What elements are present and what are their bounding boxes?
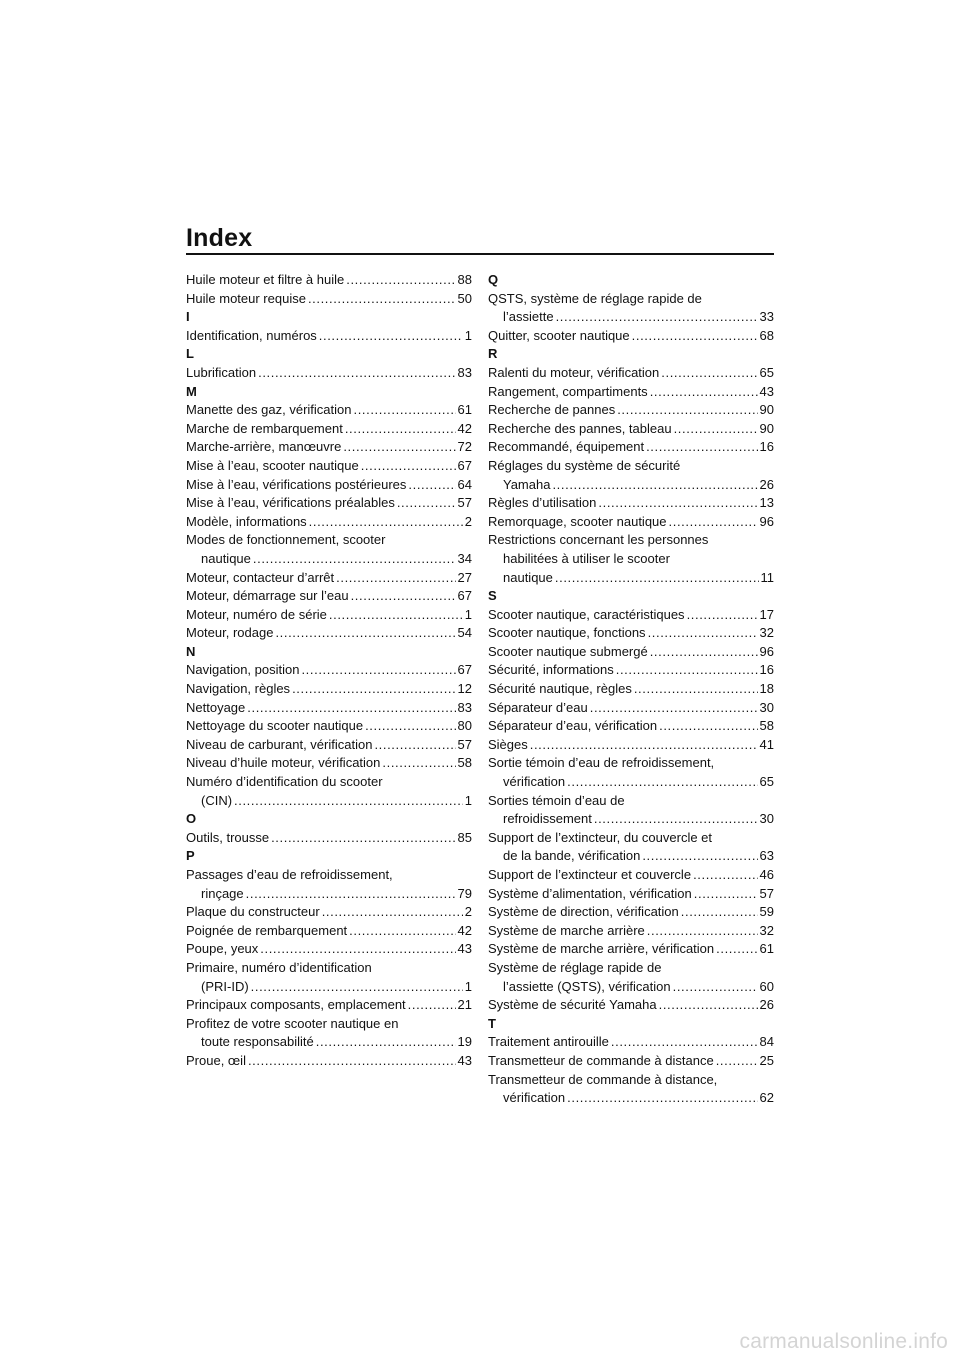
- index-entry-label: vérification: [503, 1090, 566, 1106]
- index-entry: [186, 606, 472, 625]
- index-letter-heading: N: [186, 643, 196, 659]
- index-page-number: 42: [457, 922, 472, 938]
- index-entry-label: Recommandé, équipement: [488, 439, 645, 455]
- index-page-number: 83: [457, 699, 472, 715]
- index-entry: [186, 494, 472, 513]
- index-entry-text: habilitées à utiliser le scooter: [503, 550, 670, 566]
- index-entry: [488, 773, 774, 792]
- index-page-number: 2: [464, 513, 472, 529]
- index-entry: [488, 513, 774, 532]
- index-entry: [186, 327, 472, 346]
- index-entry-label: Support de l’extincteur et couvercle: [488, 867, 692, 882]
- index-page-number: 16: [759, 662, 774, 678]
- index-entry-text: Sortie témoin d’eau de refroidissement,: [488, 755, 715, 771]
- index-page-number: 83: [457, 364, 472, 380]
- index-column-right: [488, 271, 774, 1108]
- dot-leader: [292, 680, 455, 699]
- index-page-number: 26: [759, 476, 774, 492]
- index-entry: [488, 308, 774, 327]
- dot-leader: [258, 364, 455, 383]
- index-page-number: 26: [759, 997, 774, 1013]
- index-page-number: 1: [464, 978, 472, 994]
- index-column-left: [186, 271, 472, 1071]
- index-entry: [488, 569, 774, 588]
- index-entry-label: Marche-arrière, manœuvre: [186, 439, 342, 455]
- dot-leader: [590, 699, 758, 718]
- index-letter-heading: R: [488, 346, 498, 362]
- index-entry: [186, 680, 472, 699]
- dot-leader: [234, 792, 463, 811]
- index-entry-label: Scooter nautique, caractéristiques: [488, 606, 685, 622]
- index-entry: [186, 587, 472, 606]
- index-entry-label: Système d’alimentation, vérification: [488, 885, 692, 901]
- dot-leader: [647, 922, 758, 941]
- dot-leader: [530, 736, 758, 755]
- index-page-number: 61: [759, 941, 774, 957]
- dot-leader: [349, 922, 455, 941]
- dot-leader: [648, 624, 758, 643]
- index-entry: [488, 847, 774, 866]
- index-page-number: 58: [759, 718, 774, 734]
- index-page-number: 16: [759, 439, 774, 455]
- index-entry-text: Support de l’extincteur, du couvercle et: [488, 829, 713, 845]
- index-entry-text: Modes de fonctionnement, scooter: [186, 532, 386, 548]
- index-entry-text: QSTS, système de réglage rapide de: [488, 290, 702, 306]
- dot-leader: [275, 624, 455, 643]
- index-entry: [488, 885, 774, 904]
- index-entry: [186, 550, 472, 569]
- index-entry: [488, 996, 774, 1015]
- index-page-number: 30: [759, 811, 774, 827]
- index-entry-label: Mise à l’eau, vérifications postérieures: [186, 476, 407, 492]
- index-entry-label: Sécurité, informations: [488, 662, 614, 678]
- dot-leader: [669, 513, 758, 532]
- dot-leader: [246, 885, 456, 904]
- dot-leader: [316, 1033, 456, 1052]
- index-page-number: 21: [457, 997, 472, 1013]
- index-entry-label: toute responsabilité: [201, 1034, 314, 1050]
- index-entry: [488, 476, 774, 495]
- index-page-number: 1: [464, 606, 472, 622]
- index-entry: [488, 922, 774, 941]
- index-entry: [186, 996, 472, 1015]
- dot-leader: [650, 383, 758, 402]
- index-entry: [186, 978, 472, 997]
- index-page-number: 67: [457, 588, 472, 604]
- dot-leader: [659, 717, 757, 736]
- index-entry: [186, 401, 472, 420]
- index-page-number: 34: [457, 550, 472, 566]
- dot-leader: [567, 773, 757, 792]
- dot-leader: [661, 364, 757, 383]
- index-page-number: 18: [759, 681, 774, 697]
- watermark: carmanualsonline.info: [739, 1330, 948, 1353]
- dot-leader: [555, 569, 759, 588]
- index-entry: [488, 940, 774, 959]
- dot-leader: [319, 327, 463, 346]
- dot-leader: [687, 606, 758, 625]
- index-entry: [186, 438, 472, 457]
- index-page-number: 43: [759, 383, 774, 399]
- index-entry-label: l’assiette (QSTS), vérification: [503, 978, 671, 994]
- index-entry: [488, 383, 774, 402]
- index-entry: [186, 699, 472, 718]
- index-entry-label: Remorquage, scooter nautique: [488, 513, 667, 529]
- dot-leader: [617, 401, 757, 420]
- index-entry-label: Manette des gaz, vérification: [186, 402, 352, 418]
- index-entry: [488, 438, 774, 457]
- index-entry-text: Système de réglage rapide de: [488, 959, 662, 975]
- index-entry-label: Marche de rembarquement: [186, 420, 343, 436]
- index-entry-label: refroidissement: [503, 811, 592, 827]
- dot-leader: [408, 476, 455, 495]
- dot-leader: [694, 885, 758, 904]
- index-entry-label: rinçage: [201, 885, 244, 901]
- index-entry-label: Recherche de pannes: [488, 402, 616, 418]
- index-entry: [186, 1052, 472, 1071]
- index-page-number: 46: [759, 867, 774, 882]
- index-entry-text: Passages d’eau de refroidissement,: [186, 867, 393, 882]
- index-page-number: 90: [759, 402, 774, 418]
- title-divider: [186, 253, 774, 255]
- index-entry-label: Lubrification: [186, 364, 257, 380]
- dot-leader: [567, 1089, 757, 1108]
- dot-leader: [650, 643, 758, 662]
- index-page-number: 58: [457, 755, 472, 771]
- index-entry-label: vérification: [503, 774, 566, 790]
- index-page-number: 41: [759, 736, 774, 752]
- index-entry: [186, 476, 472, 495]
- dot-leader: [611, 1033, 758, 1052]
- index-entry: [488, 420, 774, 439]
- dot-leader: [260, 940, 455, 959]
- index-entry: [186, 736, 472, 755]
- index-page-number: 32: [759, 922, 774, 938]
- index-entry-text: Réglages du système de sécurité: [488, 457, 681, 473]
- page-title: Index: [186, 224, 253, 252]
- index-entry-label: Poignée de rembarquement: [186, 922, 348, 938]
- dot-leader: [343, 438, 455, 457]
- index-entry-label: Mise à l’eau, vérifications préalables: [186, 495, 395, 511]
- dot-leader: [309, 513, 463, 532]
- index-entry-label: Plaque du constructeur: [186, 904, 320, 920]
- index-entry-label: Moteur, contacteur d’arrêt: [186, 569, 335, 585]
- index-page-number: 32: [759, 625, 774, 641]
- index-entry: [186, 940, 472, 959]
- index-entry-label: Principaux composants, emplacement: [186, 997, 406, 1013]
- dot-leader: [616, 661, 758, 680]
- index-entry: [186, 420, 472, 439]
- index-entry: [488, 1089, 774, 1108]
- index-entry: [186, 885, 472, 904]
- index-entry-label: nautique: [201, 550, 251, 566]
- index-entry-label: Système de direction, vérification: [488, 904, 679, 920]
- index-entry-text: Restrictions concernant les personnes: [488, 532, 709, 548]
- index-page-number: 68: [759, 327, 774, 343]
- index-entry: [488, 1033, 774, 1052]
- dot-leader: [646, 438, 757, 457]
- index-entry-label: Ralenti du moteur, vérification: [488, 364, 660, 380]
- index-entry-label: Mise à l’eau, scooter nautique: [186, 457, 359, 473]
- index-letter-heading: S: [488, 588, 497, 604]
- index-entry-label: Recherche des pannes, tableau: [488, 420, 672, 436]
- index-page-number: 25: [759, 1052, 774, 1068]
- index-entry-label: Rangement, compartiments: [488, 383, 648, 399]
- index-page-number: 79: [457, 885, 472, 901]
- index-page-number: 67: [457, 662, 472, 678]
- index-entry-label: Outils, trousse: [186, 829, 270, 845]
- index-letter-heading: Q: [488, 272, 499, 287]
- index-entry: [488, 401, 774, 420]
- index-page-number: 60: [759, 978, 774, 994]
- index-entry-label: Système de marche arrière, vérification: [488, 941, 715, 957]
- index-entry-label: de la bande, vérification: [503, 848, 641, 864]
- dot-leader: [632, 327, 758, 346]
- index-entry-label: Scooter nautique, fonctions: [488, 625, 646, 641]
- dot-leader: [329, 606, 463, 625]
- index-page-number: 1: [464, 792, 472, 808]
- index-page-number: 1: [464, 327, 472, 343]
- index-page-number: 61: [457, 402, 472, 418]
- dot-leader: [346, 271, 455, 290]
- dot-leader: [693, 866, 757, 885]
- index-page-number: 63: [759, 848, 774, 864]
- dot-leader: [556, 308, 758, 327]
- dot-leader: [353, 401, 455, 420]
- index-letter-heading: M: [186, 383, 197, 399]
- index-entry-text: Primaire, numéro d’identification: [186, 959, 372, 975]
- index-letter-heading: P: [186, 848, 195, 864]
- index-entry-label: Navigation, règles: [186, 681, 291, 697]
- dot-leader: [351, 587, 456, 606]
- index-entry: [488, 364, 774, 383]
- index-page-number: 30: [759, 699, 774, 715]
- index-page-number: 90: [759, 420, 774, 436]
- index-entry: [186, 754, 472, 773]
- index-entry-label: Transmetteur de commande à distance: [488, 1052, 714, 1068]
- index-entry-label: (CIN): [201, 792, 233, 808]
- index-page-number: 84: [759, 1034, 774, 1050]
- index-entry-label: Système de sécurité Yamaha: [488, 997, 657, 1013]
- index-page-number: 12: [457, 681, 472, 697]
- index-entry: [186, 624, 472, 643]
- index-page-number: 65: [759, 774, 774, 790]
- dot-leader: [397, 494, 456, 513]
- index-page-number: 64: [457, 476, 472, 492]
- dot-leader: [382, 754, 455, 773]
- dot-leader: [374, 736, 455, 755]
- index-letter-heading: I: [186, 309, 190, 325]
- index-entry: [488, 736, 774, 755]
- index-entry: [186, 903, 472, 922]
- index-entry: [488, 717, 774, 736]
- index-entry-text: Transmetteur de commande à distance,: [488, 1071, 718, 1087]
- dot-leader: [659, 996, 758, 1015]
- index-entry-label: nautique: [503, 569, 553, 585]
- index-entry: [186, 364, 472, 383]
- index-entry: [488, 1052, 774, 1071]
- dot-leader: [365, 717, 455, 736]
- index-letter-heading: T: [488, 1015, 496, 1031]
- index-entry-label: Nettoyage du scooter nautique: [186, 718, 364, 734]
- dot-leader: [642, 847, 757, 866]
- dot-leader: [248, 1052, 456, 1071]
- index-entry-label: Séparateur d’eau, vérification: [488, 718, 658, 734]
- index-entry: [488, 327, 774, 346]
- dot-leader: [598, 494, 757, 513]
- index-page-number: 54: [457, 625, 472, 641]
- index-page-number: 88: [457, 272, 472, 287]
- index-entry-label: Navigation, position: [186, 662, 300, 678]
- index-page-number: 57: [457, 495, 472, 511]
- index-page-number: 50: [457, 290, 472, 306]
- index-entry: [186, 513, 472, 532]
- dot-leader: [345, 420, 456, 439]
- index-page-number: 85: [457, 829, 472, 845]
- index-entry: [488, 661, 774, 680]
- index-entry-text: Profitez de votre scooter nautique en: [186, 1015, 399, 1031]
- index-entry-label: Traitement antirouille: [488, 1034, 609, 1050]
- index-entry: [488, 903, 774, 922]
- index-page-number: 42: [457, 420, 472, 436]
- index-page-number: 43: [457, 1052, 472, 1068]
- index-page-number: 96: [759, 643, 774, 659]
- dot-leader: [251, 978, 463, 997]
- index-entry-label: Nettoyage: [186, 699, 246, 715]
- dot-leader: [336, 569, 455, 588]
- index-page-number: 62: [759, 1090, 774, 1106]
- index-page-number: 65: [759, 364, 774, 380]
- index-entry: [488, 810, 774, 829]
- index-entry-label: Identification, numéros: [186, 327, 317, 343]
- index-entry-label: Proue, œil: [186, 1052, 246, 1068]
- index-page-number: 59: [759, 904, 774, 920]
- index-page-number: 80: [457, 718, 472, 734]
- index-entry: [186, 569, 472, 588]
- index-entry-label: Poupe, yeux: [186, 941, 259, 957]
- dot-leader: [361, 457, 456, 476]
- index-entry: [186, 457, 472, 476]
- index-page-number: 57: [457, 736, 472, 752]
- index-entry-label: Huile moteur et filtre à huile: [186, 272, 345, 287]
- dot-leader: [634, 680, 758, 699]
- index-entry-label: Système de marche arrière: [488, 922, 645, 938]
- index-entry: [186, 271, 472, 290]
- index-entry-label: Moteur, numéro de série: [186, 606, 327, 622]
- dot-leader: [673, 978, 758, 997]
- index-page-number: 2: [464, 904, 472, 920]
- index-entry-label: Moteur, rodage: [186, 625, 274, 641]
- index-entry-label: Yamaha: [503, 476, 551, 492]
- index-entry-label: Huile moteur requise: [186, 290, 306, 306]
- dot-leader: [271, 829, 455, 848]
- index-entry: [186, 829, 472, 848]
- index-entry: [488, 680, 774, 699]
- index-letter-heading: L: [186, 346, 194, 362]
- dot-leader: [716, 1052, 758, 1071]
- dot-leader: [247, 699, 455, 718]
- index-entry: [488, 624, 774, 643]
- index-entry-label: (PRI-ID): [201, 978, 249, 994]
- index-page-number: 11: [760, 569, 774, 585]
- index-page-number: 33: [759, 309, 774, 325]
- index-entry-label: Moteur, démarrage sur l’eau: [186, 588, 349, 604]
- index-entry-label: Modèle, informations: [186, 513, 307, 529]
- dot-leader: [594, 810, 758, 829]
- index-page-number: 27: [457, 569, 472, 585]
- index-entry-text: Numéro d’identification du scooter: [186, 774, 383, 790]
- dot-leader: [674, 420, 758, 439]
- index-entry: [186, 792, 472, 811]
- index-entry-label: Niveau de carburant, vérification: [186, 736, 373, 752]
- index-page-number: 17: [759, 606, 774, 622]
- index-entry: [186, 290, 472, 309]
- index-entry: [488, 494, 774, 513]
- index-page-number: 19: [457, 1034, 472, 1050]
- index-page-number: 57: [759, 885, 774, 901]
- dot-leader: [552, 476, 757, 495]
- index-entry-label: Quitter, scooter nautique: [488, 327, 630, 343]
- index-page-number: 96: [759, 513, 774, 529]
- index-page-number: 72: [457, 439, 472, 455]
- index-entry: [186, 661, 472, 680]
- index-entry: [488, 643, 774, 662]
- index-entry-label: Sécurité nautique, règles: [488, 681, 632, 697]
- index-entry-label: l’assiette: [503, 309, 554, 325]
- index-entry-label: Sièges: [488, 736, 528, 752]
- index-entry: [186, 1033, 472, 1052]
- index-entry-label: Séparateur d’eau: [488, 699, 588, 715]
- index-entry: [488, 978, 774, 997]
- index-letter-heading: O: [186, 811, 197, 827]
- index-page-number: 43: [457, 941, 472, 957]
- dot-leader: [253, 550, 456, 569]
- index-entry-text: Sorties témoin d’eau de: [488, 792, 625, 808]
- index-entry-label: Scooter nautique submergé: [488, 643, 648, 659]
- dot-leader: [716, 940, 757, 959]
- index-entry: [186, 717, 472, 736]
- index-entry-label: Niveau d’huile moteur, vérification: [186, 755, 381, 771]
- index-entry: [488, 606, 774, 625]
- index-entry: [488, 699, 774, 718]
- index-page-number: 67: [457, 457, 472, 473]
- index-entry: [186, 922, 472, 941]
- index-entry-label: Règles d’utilisation: [488, 495, 597, 511]
- index-entry: [488, 866, 774, 885]
- dot-leader: [301, 661, 455, 680]
- dot-leader: [322, 903, 463, 922]
- dot-leader: [681, 903, 758, 922]
- dot-leader: [308, 290, 456, 309]
- index-page-number: 13: [759, 495, 774, 511]
- dot-leader: [408, 996, 456, 1015]
